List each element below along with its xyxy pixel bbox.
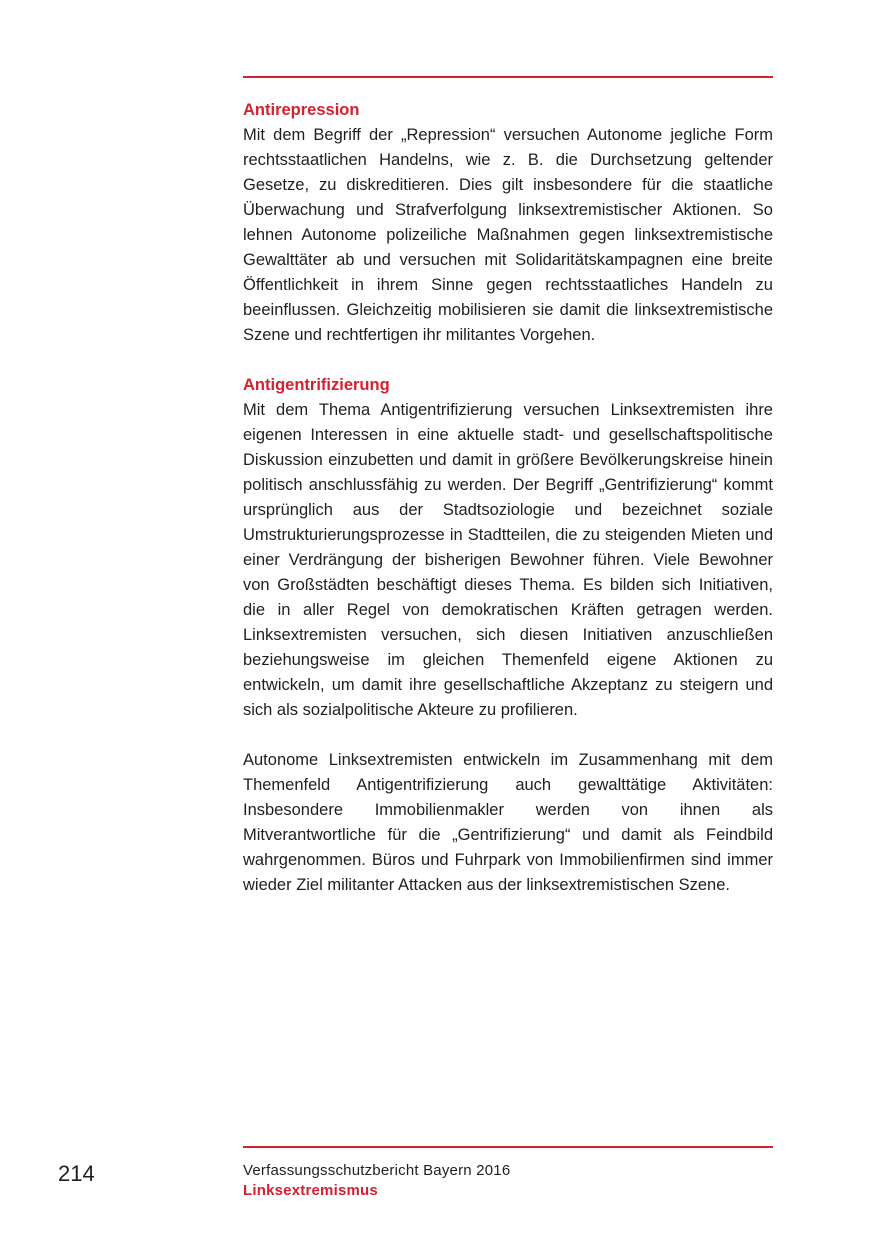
footer (243, 1161, 773, 1201)
chapter-title: Linksextremismus (243, 1182, 378, 1199)
top-rule (243, 76, 773, 78)
section-heading: Antigentrifizierung (243, 376, 390, 394)
section-antirepression (243, 98, 773, 348)
main-content (243, 98, 773, 898)
paragraph: Mit dem Thema Antigentrifizierung versuchen Linksextremisten ihre eigenen Interessen in eine aktuelle stadt- und gesellschaftspolitische Diskussion einzubetten und damit in größere Bevölkerungskreise hinein politisch anschlussfähig zu werden. Der Begriff „Gentrifizierung“ kommt ursprünglich aus der Stadtsoziologie und bezeichnet soziale Umstrukturierungsprozesse in Stadtteilen, die zu steigenden Mieten und einer Verdrängung der bisherigen Bewohner führen. Viele Bewohner von Großstädten beschäftigt dieses Thema. Es bilden sich Initiativen, die in aller Regel von demokratischen Kräften getragen werden. Linksextremisten versuchen, sich diesen Initiativen anzuschließen beziehungsweise im gleichen Themenfeld eigene Aktionen zu entwickeln, um damit ihre gesellschaftliche Akzeptanz zu steigern und sich als sozialpolitische Akteure zu profilieren. (243, 401, 773, 719)
section-antigentrifizierung (243, 373, 773, 898)
publication-title: Verfassungsschutzbericht Bayern 2016 (243, 1162, 511, 1179)
paragraph: Mit dem Begriff der „Repression“ versuchen Autonome jegliche Form rechtsstaatlichen Handelns, wie z. B. die Durchsetzung geltender Gesetze, zu diskreditieren. Dies gilt insbesondere für die staatliche Überwachung und Strafverfolgung linksextremistischer Aktionen. So lehnen Autonome polizeiliche Maßnahmen gegen linksextremistische Gewalttäter ab und versuchen mit Solidaritätskampagnen eine breite Öffentlichkeit in ihrem Sinne gegen rechtsstaatliches Handeln zu beeinflussen. Gleichzeitig mobilisieren sie damit die linksextremistische Szene und rechtfertigen ihr militantes Vorgehen. (243, 126, 773, 344)
section-heading: Antirepression (243, 101, 360, 119)
page-number: 214 (58, 1161, 95, 1186)
bottom-rule (243, 1146, 773, 1148)
paragraph-spacer (243, 723, 773, 748)
paragraph: Autonome Linksextremisten entwickeln im Zusammenhang mit dem Themenfeld Antigentrifizierung auch gewalttätige Aktivitäten: Insbesondere Immobilienmakler werden von ihnen als Mitverantwortliche für die „Gentrifizierung“ und damit als Feindbild wahrgenommen. Büros und Fuhrpark von Immobilienfirmen sind immer wieder Ziel militanter Attacken aus der linksextremistischen Szene. (243, 751, 773, 894)
section-spacer (243, 348, 773, 373)
